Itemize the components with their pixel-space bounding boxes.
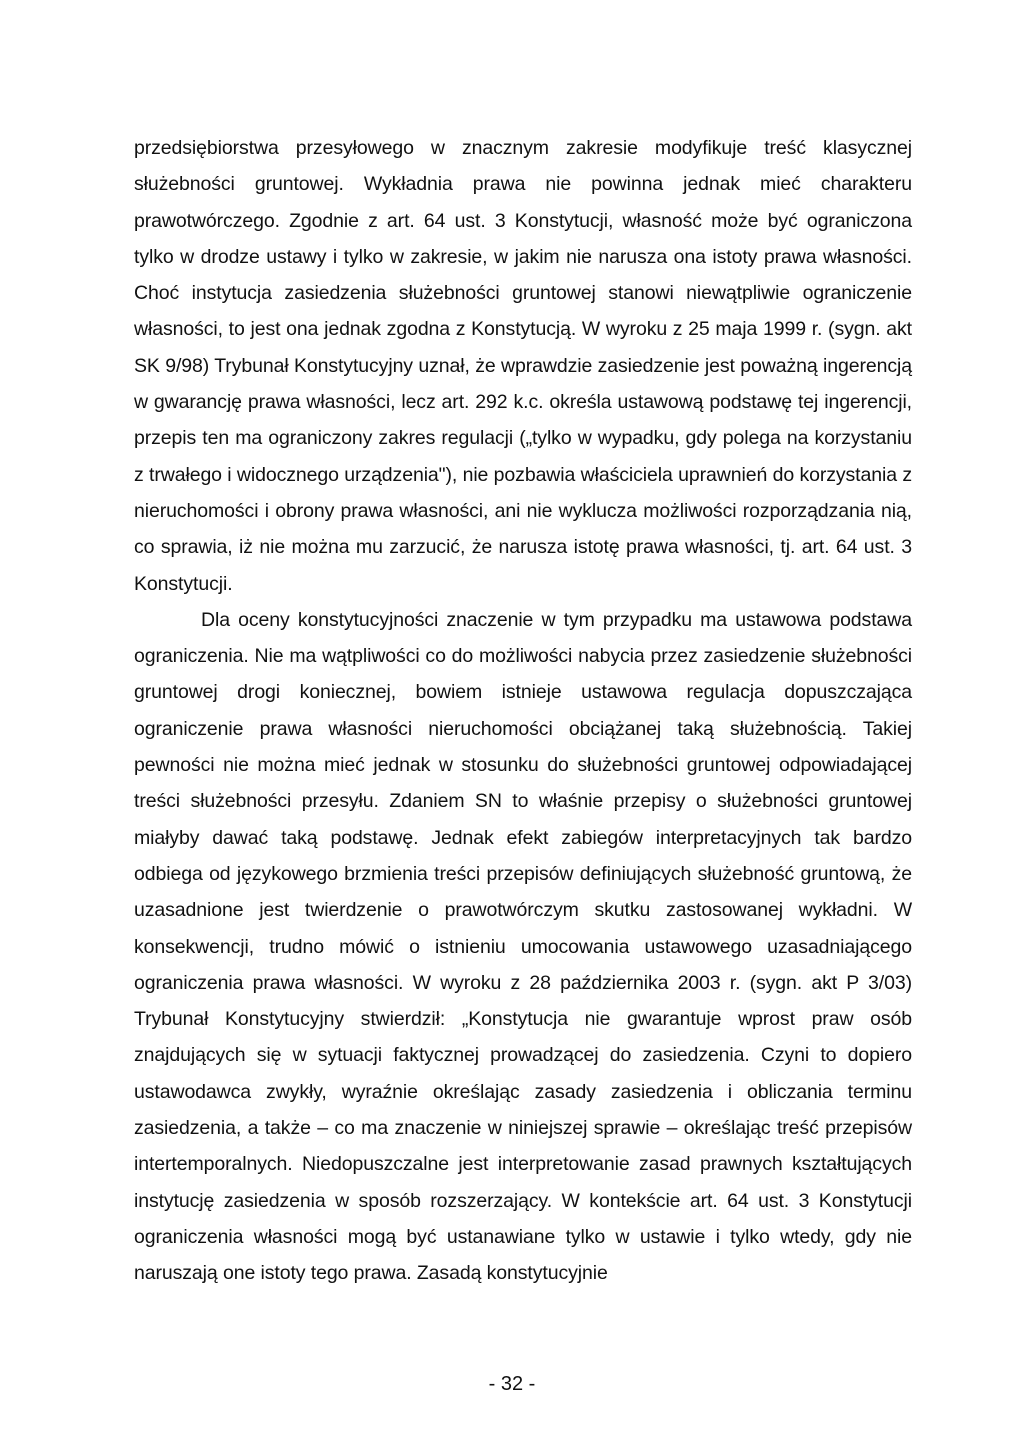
page-number: - 32 - [488,1373,536,1395]
paragraph-1: przedsiębiorstwa przesyłowego w znacznym zakresie modyfikuje treść klasycznej służebności gruntowej. Wykładnia prawa nie powinna jednak mieć charakteru prawotwórczego. Zgodnie z art. 64 ust. 3 Konstytucji, własność może być ograniczona tylko w drodze ustawy i tylko w zakresie, w jakim nie narusza ona istoty prawa własności. Choć instytucja zasiedzenia służebności gruntowej stanowi niewątpliwie ograniczenie własności, to jest ona jednak zgodna z Konstytucją. W wyroku z 25 maja 1999 r. (sygn. akt SK 9/98) Trybunał Konstytucyjny uznał, że wprawdzie zasiedzenie jest poważną ingerencją w gwarancję prawa własności, lecz art. 292 k.c. określa ustawową podstawę tej ingerencji, przepis ten ma ograniczony zakres regulacji („tylko w wypadku, gdy polega na korzystaniu z trwałego i widocznego urządzenia"), nie pozbawia właściciela uprawnień do korzystania z nieruchomości i obrony prawa własności, ani nie wyklucza możliwości rozporządzania nią, co sprawia, iż nie można mu zarzucić, że narusza istotę prawa własności, tj. art. 64 ust. 3 Konstytucji. [134,137,912,595]
body-text [134,130,912,1292]
paragraph-2: Dla oceny konstytucyjności znaczenie w tym przypadku ma ustawowa podstawa ograniczenia. Nie ma wątpliwości co do możliwości nabycia przez zasiedzenie służebności gruntowej drogi koniecznej, bowiem istnieje ustawowa regulacja dopuszczająca ograniczenie prawa własności nieruchomości obciążanej taką służebnością. Takiej pewności nie można mieć jednak w stosunku do służebności gruntowej odpowiadającej treści służebności przesyłu. Zdaniem SN to właśnie przepisy o służebności gruntowej miałyby dawać taką podstawę. Jednak efekt zabiegów interpretacyjnych tak bardzo odbiega od językowego brzmienia treści przepisów definiujących służebność gruntową, że uzasadnione jest twierdzenie o prawotwórczym skutku zastosowanej wykładni. W konsekwencji, trudno mówić o istnieniu umocowania ustawowego uzasadniającego ograniczenia prawa własności. W wyroku z 28 października 2003 r. (sygn. akt P 3/03) Trybunał Konstytucyjny stwierdził: „Konstytucja nie gwarantuje wprost praw osób znajdujących się w sytuacji faktycznej prowadzącej do zasiedzenia. Czyni to dopiero ustawodawca zwykły, wyraźnie określając zasady zasiedzenia i obliczania terminu zasiedzenia, a także – co ma znaczenie w niniejszej sprawie – określając treść przepisów intertemporalnych. Niedopuszczalne jest interpretowanie zasad prawnych kształtujących instytucję zasiedzenia w sposób rozszerzający. W kontekście art. 64 ust. 3 Konstytucji ograniczenia własności mogą być ustanawiane tylko w ustawie i tylko wtedy, gdy nie naruszają one istoty tego prawa. Zasadą konstytucyjnie [134,608,912,1285]
